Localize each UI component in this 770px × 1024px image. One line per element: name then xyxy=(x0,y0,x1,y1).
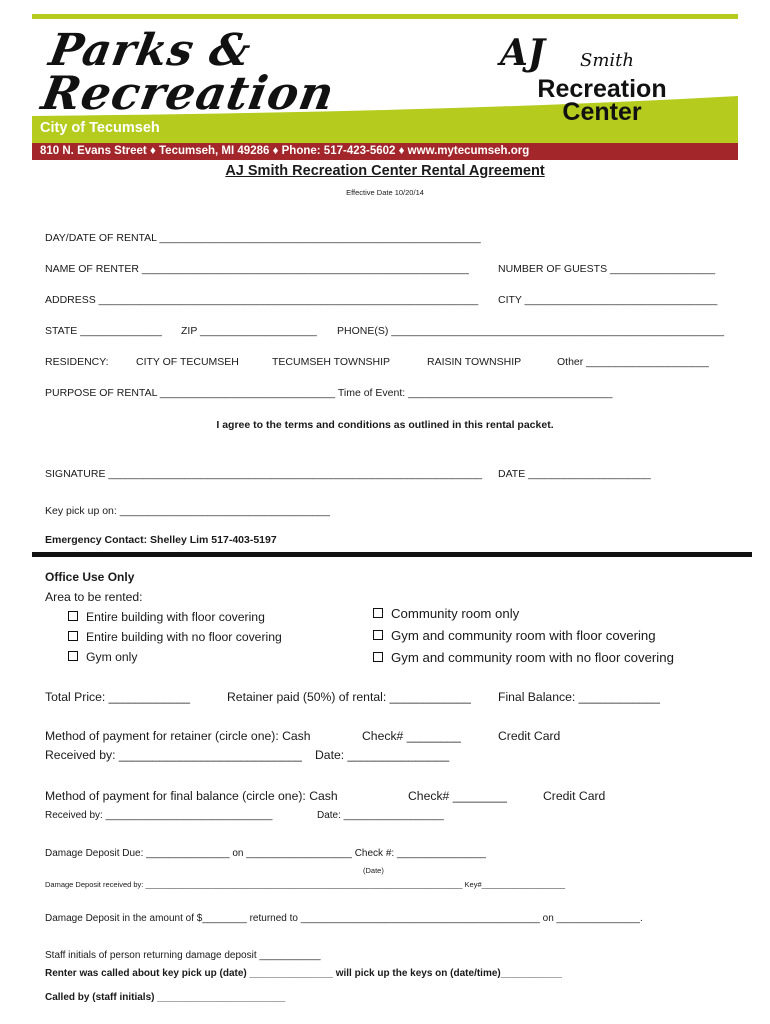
form-title: AJ Smith Recreation Center Rental Agreement xyxy=(225,163,545,179)
final-balance-field[interactable]: Final Balance: ____________ xyxy=(498,690,660,704)
option-label: Gym and community room with no floor covering xyxy=(391,650,674,665)
damage-deposit-received-field[interactable]: Damage Deposit received by: ____________________________________________________________________________ Key#____________________ xyxy=(45,880,566,889)
key-pickup-field[interactable]: Key pick up on: ____________________________________ xyxy=(45,505,330,517)
parks-recreation-logo xyxy=(37,25,345,120)
aj-logo-mark: AJ xyxy=(500,32,545,74)
final-method-credit-card[interactable]: Credit Card xyxy=(543,789,606,803)
total-price-field[interactable]: Total Price: ____________ xyxy=(45,690,191,704)
retainer-paid-field[interactable]: Retainer paid (50%) of rental: ____________ xyxy=(227,690,471,704)
smith-logo-text: Smith xyxy=(580,50,634,71)
logo-line2: Recreation xyxy=(37,65,339,120)
city-field[interactable]: CITY _________________________________ xyxy=(498,294,718,306)
staff-initials-field[interactable]: Staff initials of person returning damage deposit ___________ xyxy=(45,950,321,961)
emergency-contact: Emergency Contact: Shelley Lim 517-403-5197 xyxy=(45,534,277,546)
logo-line1: Parks & xyxy=(45,25,256,76)
checkbox-icon[interactable] xyxy=(68,651,78,661)
state-field[interactable]: STATE ______________ xyxy=(45,325,162,337)
checkbox-icon[interactable] xyxy=(373,608,383,618)
option-label: Gym and community room with floor covering xyxy=(391,628,656,643)
final-date-field[interactable]: Date: __________________ xyxy=(317,810,444,821)
checkbox-icon[interactable] xyxy=(68,611,78,621)
signature-field[interactable]: SIGNATURE ________________________________________________________________ xyxy=(45,468,483,480)
renter-called-field[interactable]: Renter was called about key pick up (date) _______________ will pick up the keys on (date/time)___________ xyxy=(45,968,562,979)
option-label: Gym only xyxy=(86,650,138,664)
header-top-stripe xyxy=(32,14,738,19)
retainer-received-by-field[interactable]: Received by: ___________________________ xyxy=(45,748,302,762)
option-label: Entire building with floor covering xyxy=(86,610,265,624)
final-method-cash[interactable]: Method of payment for final balance (circle one): Cash xyxy=(45,789,338,803)
zip-field[interactable]: ZIP ____________________ xyxy=(181,325,317,337)
residency-other-field[interactable]: Other _____________________ xyxy=(557,356,709,368)
checkbox-icon[interactable] xyxy=(68,631,78,641)
residency-label: RESIDENCY: xyxy=(45,356,109,368)
residency-city-option[interactable]: CITY OF TECUMSEH xyxy=(136,356,239,368)
area-option-gym-community-floor[interactable] xyxy=(373,628,656,643)
final-method-check[interactable]: Check# ________ xyxy=(408,789,507,803)
city-name: City of Tecumseh xyxy=(40,120,160,136)
phone-field[interactable]: PHONE(S) _________________________________________________________ xyxy=(337,325,725,337)
logo-recreation: Recreation xyxy=(537,75,667,103)
option-label: Community room only xyxy=(391,606,520,621)
area-option-gym[interactable] xyxy=(68,650,137,664)
retainer-method-cash[interactable]: Method of payment for retainer (circle one): Cash xyxy=(45,729,311,743)
guests-field[interactable]: NUMBER OF GUESTS __________________ xyxy=(498,263,716,275)
retainer-date-field[interactable]: Date: _______________ xyxy=(315,748,450,762)
agreement-statement: I agree to the terms and conditions as outlined in this rental packet. xyxy=(216,419,554,431)
retainer-method-check[interactable]: Check# ________ xyxy=(362,729,461,743)
purpose-field[interactable]: PURPOSE OF RENTAL ______________________________ Time of Event: ___________________________________ xyxy=(45,387,613,399)
section-divider xyxy=(32,552,752,557)
checkbox-icon[interactable] xyxy=(373,652,383,662)
effective-date: Effective Date 10/20/14 xyxy=(346,188,424,197)
signature-date-field[interactable]: DATE _____________________ xyxy=(498,468,651,480)
office-use-heading: Office Use Only xyxy=(45,570,135,584)
area-option-gym-community-no-floor[interactable] xyxy=(373,650,674,665)
day-date-field[interactable]: DAY/DATE OF RENTAL _______________________________________________________ xyxy=(45,232,481,244)
recreation-center-logo xyxy=(494,75,710,126)
called-by-field[interactable]: Called by (staff initials) _______________________ xyxy=(45,992,286,1003)
renter-name-field[interactable]: NAME OF RENTER ________________________________________________________ xyxy=(45,263,469,275)
final-received-by-field[interactable]: Received by: ______________________________ xyxy=(45,810,273,821)
option-label: Entire building with no floor covering xyxy=(86,630,282,644)
checkbox-icon[interactable] xyxy=(373,630,383,640)
damage-deposit-due-field[interactable]: Damage Deposit Due: _______________ on ___________________ Check #: ________________ xyxy=(45,848,486,859)
area-option-community[interactable] xyxy=(373,606,519,621)
date-caption: (Date) xyxy=(363,866,384,875)
retainer-method-credit-card[interactable]: Credit Card xyxy=(498,729,561,743)
residency-raisin-option[interactable]: RAISIN TOWNSHIP xyxy=(427,356,522,368)
residency-township-option[interactable]: TECUMSEH TOWNSHIP xyxy=(272,356,391,368)
logo-center: Center xyxy=(562,98,642,126)
damage-deposit-returned-field[interactable]: Damage Deposit in the amount of $________ returned to ___________________________________________ on _______________. xyxy=(45,913,643,924)
area-option-entire-no-floor[interactable] xyxy=(68,630,282,644)
address-field[interactable]: ADDRESS _________________________________________________________________ xyxy=(45,294,479,306)
area-option-entire-floor[interactable] xyxy=(68,610,265,624)
address-bar: 810 N. Evans Street ♦ Tecumseh, MI 49286 ♦ Phone: 517-423-5602 ♦ www.mytecumseh.org xyxy=(32,143,738,160)
area-label: Area to be rented: xyxy=(45,590,143,604)
